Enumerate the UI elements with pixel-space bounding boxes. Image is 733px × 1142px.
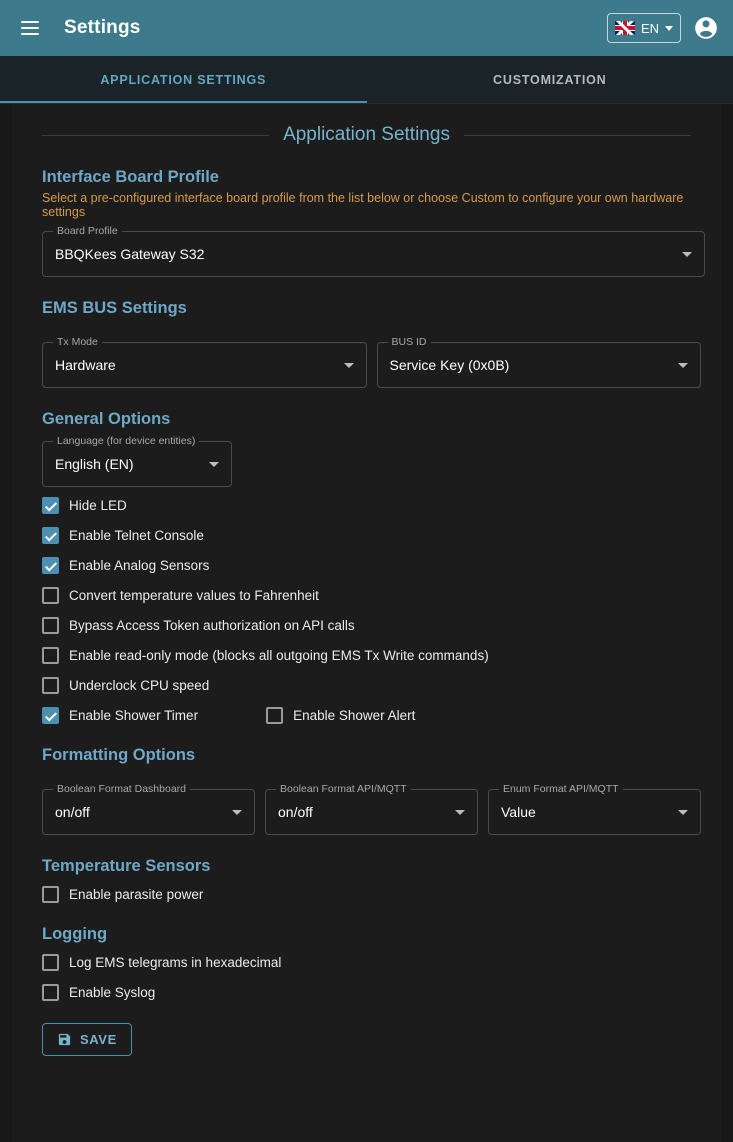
checkbox-row-enable-syslog[interactable]	[42, 984, 705, 1001]
boolean-format-dashboard-value: on/off	[55, 804, 90, 820]
checkbox-bypass-access-token[interactable]	[42, 617, 59, 634]
checkbox-underclock-cpu-label: Underclock CPU speed	[69, 678, 210, 693]
board-profile-legend: Board Profile	[53, 225, 122, 237]
page-title-divider	[28, 120, 705, 146]
account-circle-icon[interactable]	[691, 13, 721, 43]
checkbox-hide-led[interactable]	[42, 497, 59, 514]
board-profile-value: BBQKees Gateway S32	[55, 246, 205, 262]
save-disk-icon	[57, 1032, 72, 1047]
checkbox-row-underclock-cpu[interactable]	[42, 677, 705, 694]
tx-mode-legend: Tx Mode	[53, 336, 102, 348]
checkbox-row-parasite-power[interactable]	[42, 886, 705, 903]
tab-customization-label: CUSTOMIZATION	[493, 72, 607, 87]
section-heading-interface-board-profile: Interface Board Profile	[42, 168, 219, 186]
divider-right	[464, 135, 691, 136]
language-value: English (EN)	[55, 456, 134, 472]
interface-board-profile-description: Select a pre-configured interface board profile from the list below or choose Custom to configure your own hardware settings	[42, 191, 684, 219]
tab-bar	[0, 56, 733, 104]
section-heading-general-options: General Options	[42, 410, 171, 428]
checkbox-row-hide-led[interactable]	[42, 497, 705, 514]
checkbox-row-convert-fahrenheit[interactable]	[42, 587, 705, 604]
tab-application-settings[interactable]	[0, 56, 367, 103]
boolean-format-dashboard-legend: Boolean Format Dashboard	[53, 783, 190, 795]
checkbox-enable-shower-alert-label: Enable Shower Alert	[293, 708, 416, 723]
checkbox-read-only-mode[interactable]	[42, 647, 59, 664]
checkbox-read-only-mode-label: Enable read-only mode (blocks all outgoing EMS Tx Write commands)	[69, 648, 489, 663]
checkbox-log-ems-hex[interactable]	[42, 954, 59, 971]
bus-id-value: Service Key (0x0B)	[389, 357, 510, 373]
ems-bus-row	[42, 330, 705, 388]
checkbox-underclock-cpu[interactable]	[42, 677, 59, 694]
tab-customization[interactable]	[367, 56, 733, 103]
checkbox-row-log-ems-hex[interactable]	[42, 954, 705, 971]
checkbox-row-bypass-access-token[interactable]	[42, 617, 705, 634]
section-heading-formatting-options: Formatting Options	[42, 746, 196, 764]
page-title: Application Settings	[283, 124, 450, 145]
checkbox-convert-fahrenheit[interactable]	[42, 587, 59, 604]
chevron-down-icon	[665, 26, 673, 31]
chevron-down-icon	[209, 462, 219, 467]
enum-format-api-select[interactable]	[488, 783, 701, 835]
checkbox-bypass-access-token-label: Bypass Access Token authorization on API calls	[69, 618, 355, 633]
checkbox-hide-led-label: Hide LED	[69, 498, 127, 513]
checkbox-enable-telnet-console-label: Enable Telnet Console	[69, 528, 204, 543]
settings-panel	[12, 104, 721, 1142]
boolean-format-dashboard-select[interactable]	[42, 783, 255, 835]
chevron-down-icon	[678, 363, 688, 368]
checkbox-log-ems-hex-label: Log EMS telegrams in hexadecimal	[69, 955, 282, 970]
checkbox-enable-shower-timer[interactable]	[42, 707, 59, 724]
checkbox-row-read-only-mode[interactable]	[42, 647, 705, 664]
checkbox-parasite-power-label: Enable parasite power	[69, 887, 204, 902]
checkbox-convert-fahrenheit-label: Convert temperature values to Fahrenheit	[69, 588, 319, 603]
enum-format-api-legend: Enum Format API/MQTT	[499, 783, 623, 795]
bus-id-select[interactable]	[377, 336, 702, 388]
boolean-format-api-legend: Boolean Format API/MQTT	[276, 783, 411, 795]
checkbox-enable-syslog-label: Enable Syslog	[69, 985, 156, 1000]
checkbox-parasite-power[interactable]	[42, 886, 59, 903]
chevron-down-icon	[682, 252, 692, 257]
chevron-down-icon	[344, 363, 354, 368]
checkbox-row-enable-analog-sensors[interactable]	[42, 557, 705, 574]
boolean-format-api-select[interactable]	[265, 783, 478, 835]
language-legend: Language (for device entities)	[53, 435, 199, 447]
language-select[interactable]	[42, 435, 232, 487]
section-heading-temperature-sensors: Temperature Sensors	[42, 857, 211, 875]
checkbox-enable-syslog[interactable]	[42, 984, 59, 1001]
app-title: Settings	[64, 17, 141, 38]
app-bar	[0, 0, 733, 56]
section-heading-ems-bus-settings: EMS BUS Settings	[42, 299, 187, 317]
checkbox-enable-analog-sensors[interactable]	[42, 557, 59, 574]
app-bar-actions	[607, 13, 721, 43]
hamburger-menu-icon[interactable]	[12, 10, 48, 46]
enum-format-api-value: Value	[501, 804, 536, 820]
tab-application-settings-label: APPLICATION SETTINGS	[100, 72, 267, 87]
uk-flag-icon	[615, 21, 635, 35]
checkbox-row-enable-telnet-console[interactable]	[42, 527, 705, 544]
language-selector-button[interactable]	[607, 13, 681, 43]
chevron-down-icon	[678, 810, 688, 815]
section-heading-logging: Logging	[42, 925, 108, 943]
bus-id-legend: BUS ID	[388, 336, 431, 348]
checkbox-row-shower	[42, 707, 705, 724]
board-profile-select[interactable]	[42, 225, 705, 277]
tx-mode-select[interactable]	[42, 336, 367, 388]
checkbox-enable-shower-alert[interactable]	[266, 707, 283, 724]
save-button-label: SAVE	[80, 1032, 117, 1047]
language-code-label: EN	[640, 20, 659, 36]
checkbox-enable-shower-timer-label: Enable Shower Timer	[69, 708, 199, 723]
formatting-options-row	[42, 777, 705, 835]
boolean-format-api-value: on/off	[278, 804, 313, 820]
content-area	[0, 104, 733, 1142]
checkbox-enable-analog-sensors-label: Enable Analog Sensors	[69, 558, 210, 573]
tx-mode-value: Hardware	[55, 357, 116, 373]
divider-left	[42, 135, 269, 136]
checkbox-enable-telnet-console[interactable]	[42, 527, 59, 544]
chevron-down-icon	[455, 810, 465, 815]
save-button[interactable]	[42, 1023, 132, 1056]
chevron-down-icon	[232, 810, 242, 815]
